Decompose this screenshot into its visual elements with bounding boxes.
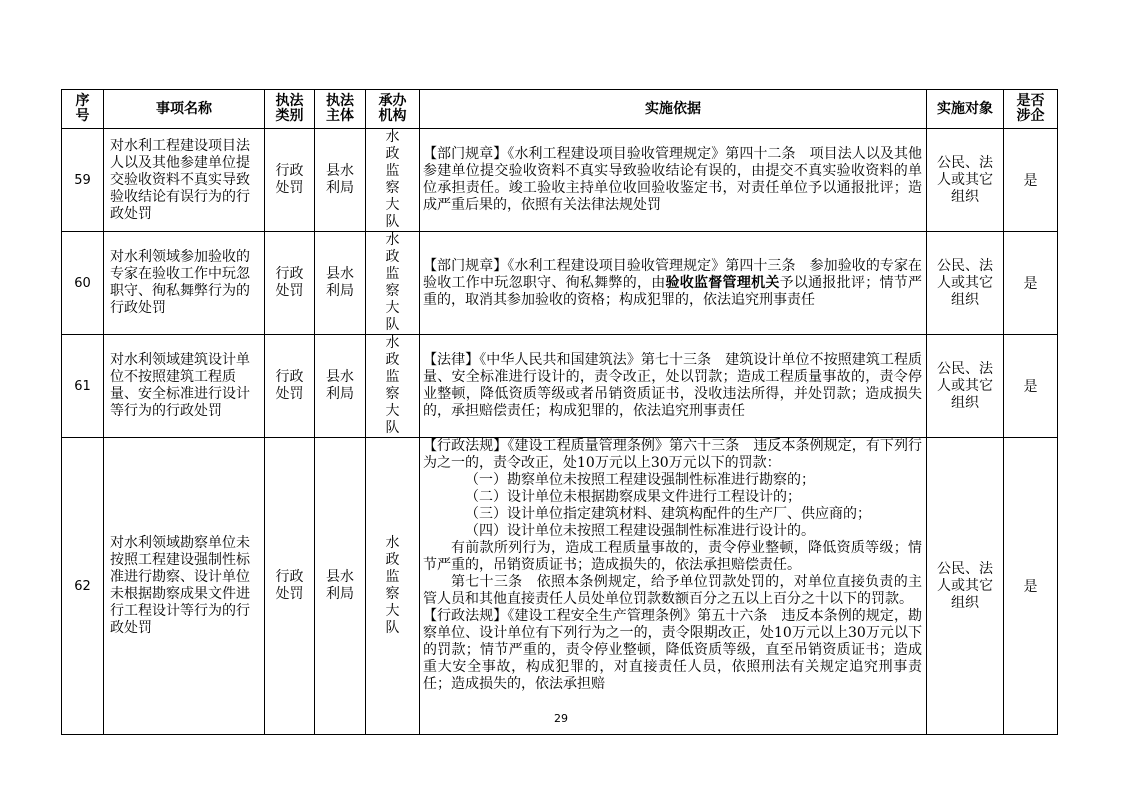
row-category: 行政处罚 <box>265 129 315 232</box>
header-enterprise: 是否涉企 <box>1004 90 1058 129</box>
row-organ: 水政监察大队 <box>366 335 420 438</box>
enforcement-items-table <box>61 89 1058 735</box>
header-name: 事项名称 <box>104 90 265 129</box>
row-enterprise: 是 <box>1004 232 1058 335</box>
row-organ: 水政监察大队 <box>366 232 420 335</box>
row-category: 行政处罚 <box>265 232 315 335</box>
row-subject: 县水利局 <box>315 335 366 438</box>
row-basis: 【部门规章】《水利工程建设项目验收管理规定》第四十三条 参加验收的专家在验收工作中玩忽职守、徇私舞弊的，由验收监督管理机关予以通报批评；情节严重的，取消其参加验收的资格；构成犯罪的，依法追究刑事责任 <box>420 232 927 335</box>
row-category: 行政处罚 <box>265 438 315 735</box>
table-row <box>62 335 1058 438</box>
row-seq: 61 <box>62 335 104 438</box>
row-seq: 62 <box>62 438 104 735</box>
bold-authority: 验收监督管理机关 <box>665 274 780 291</box>
row-enterprise: 是 <box>1004 335 1058 438</box>
header-subject: 执法主体 <box>315 90 366 129</box>
row-name: 对水利领域参加验收的专家在验收工作中玩忽职守、徇私舞弊行为的行政处罚 <box>104 232 265 335</box>
row-category: 行政处罚 <box>265 335 315 438</box>
row-basis: 【行政法规】《建设工程质量管理条例》第六十三条 违反本条例规定，有下列行为之一的，责令改正，处10万元以上30万元以下的罚款： （一）勘察单位未按照工程建设强制性标准进行勘察的； （二）设计单位未根据勘察成果文件进行工程设计的； （三）设计单位指定建筑材料、建筑构配件的生产厂、供应商的； （四）设计单位未按照工程建设强制性标准进行设计的。 有前款所列行为，造成工程质量事故的，责令停业整顿，降低资质等级；情节严重的，吊销资质证书；造成损失的，依法承担赔偿责任。 第七十三条 依照本条例规定，给予单位罚款处罚的，对单位直接负责的主管人员和其他直接责任人员处单位罚款数额百分之五以上百分之十以下的罚款。 【行政法规】《建设工程安全生产管理条例》第五十六条 违反本条例的规定，勘察单位、设计单位有下列行为之一的，责令限期改正，处10万元以上30万元以下的罚款；情节严重的，责令停业整顿，降低资质等级，直至吊销资质证书；造成重大安全事故，构成犯罪的，对直接责任人员，依照刑法有关规定追究刑事责任；造成损失的，依法承担赔 <box>420 438 927 735</box>
table-header-row <box>62 90 1058 129</box>
header-basis: 实施依据 <box>420 90 927 129</box>
row-target: 公民、法人或其它组织 <box>927 335 1004 438</box>
row-subject: 县水利局 <box>315 438 366 735</box>
row-target: 公民、法人或其它组织 <box>927 438 1004 735</box>
table-row <box>62 129 1058 232</box>
row-basis: 【法律】《中华人民共和国建筑法》第七十三条 建筑设计单位不按照建筑工程质量、安全标准进行设计的，责令改正，处以罚款；造成工程质量事故的，责令停业整顿，降低资质等级或者吊销资质证书，没收违法所得，并处罚款；造成损失的，承担赔偿责任；构成犯罪的，依法追究刑事责任 <box>420 335 927 438</box>
row-subject: 县水利局 <box>315 232 366 335</box>
row-subject: 县水利局 <box>315 129 366 232</box>
header-organ: 承办机构 <box>366 90 420 129</box>
header-seq: 序号 <box>62 90 104 129</box>
row-basis: 【部门规章】《水利工程建设项目验收管理规定》第四十二条 项目法人以及其他参建单位提交验收资料不真实导致验收结论有误的，由提交不真实验收资料的单位承担责任。竣工验收主持单位收回验收鉴定书，对责任单位予以通报批评；造成严重后果的，依照有关法律法规处罚 <box>420 129 927 232</box>
row-target: 公民、法人或其它组织 <box>927 232 1004 335</box>
header-target: 实施对象 <box>927 90 1004 129</box>
row-target: 公民、法人或其它组织 <box>927 129 1004 232</box>
row-seq: 60 <box>62 232 104 335</box>
row-name: 对水利领域建筑设计单位不按照建筑工程质量、安全标准进行设计等行为的行政处罚 <box>104 335 265 438</box>
row-name: 对水利领域勘察单位未按照工程建设强制性标准进行勘察、设计单位未根据勘察成果文件进行工程设计等行为的行政处罚 <box>104 438 265 735</box>
row-name: 对水利工程建设项目法人以及其他参建单位提交验收资料不真实导致验收结论有误行为的行政处罚 <box>104 129 265 232</box>
page-number: 29 <box>554 712 568 725</box>
table-row <box>62 232 1058 335</box>
row-organ: 水政监察大队 <box>366 129 420 232</box>
row-organ: 水政监察大队 <box>366 438 420 735</box>
table-row <box>62 438 1058 735</box>
row-seq: 59 <box>62 129 104 232</box>
header-category: 执法类别 <box>265 90 315 129</box>
row-enterprise: 是 <box>1004 129 1058 232</box>
row-enterprise: 是 <box>1004 438 1058 735</box>
